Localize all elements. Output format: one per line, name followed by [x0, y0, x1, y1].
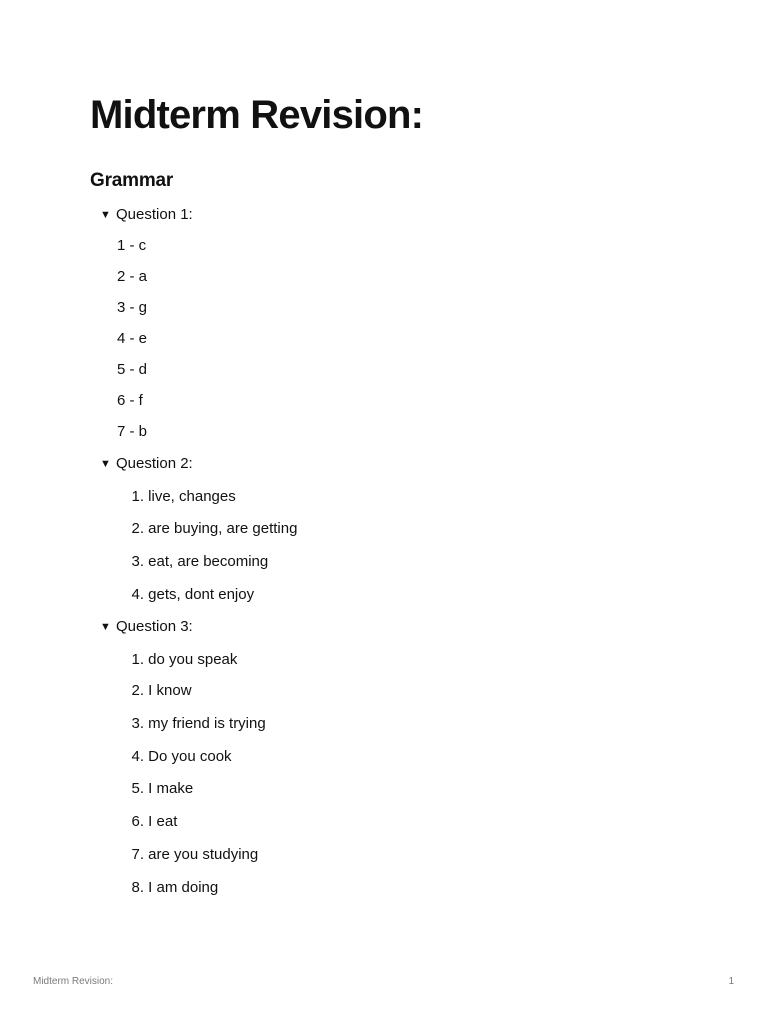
answer-line: 7 - b: [117, 423, 148, 440]
list-text: I know: [148, 682, 192, 699]
list-item: [117, 585, 254, 605]
toggle-label: Question 2:: [116, 455, 193, 472]
list-text: gets, dont enjoy: [148, 586, 255, 603]
answer-line: 3 - g: [117, 299, 148, 316]
answer-line: 6 - f: [117, 392, 143, 409]
list-text: I eat: [148, 813, 178, 830]
answer-line: 2 - a: [117, 268, 148, 285]
list-item: [117, 845, 258, 865]
list-item: [117, 487, 236, 507]
answer-line: 4 - e: [117, 330, 148, 347]
list-item: [117, 519, 297, 539]
list-text: live, changes: [148, 488, 236, 505]
list-text: I am doing: [148, 879, 219, 896]
toggle-question-2[interactable]: [100, 454, 193, 474]
toggle-label: Question 1:: [116, 206, 193, 223]
list-text: do you speak: [148, 651, 238, 668]
list-number: 6.: [131, 813, 144, 830]
list-item: [117, 650, 237, 670]
list-item: [117, 878, 218, 898]
list-item: [117, 747, 232, 767]
list-number: 5.: [131, 780, 144, 797]
triangle-down-icon[interactable]: ▼: [100, 621, 111, 633]
list-item: [117, 552, 268, 572]
list-text: are you studying: [148, 846, 259, 863]
list-number: 1.: [131, 651, 144, 668]
list-text: Do you cook: [148, 748, 232, 765]
section-heading-grammar: Grammar: [90, 170, 174, 191]
list-number: 2.: [131, 682, 144, 699]
list-number: 2.: [131, 520, 144, 537]
list-number: 3.: [131, 553, 144, 570]
list-number: 8.: [131, 879, 144, 896]
list-item: [117, 714, 266, 734]
footer-title: Midterm Revision:: [33, 976, 114, 987]
list-text: I make: [148, 780, 194, 797]
triangle-down-icon[interactable]: ▼: [100, 209, 111, 221]
list-text: eat, are becoming: [148, 553, 269, 570]
toggle-label: Question 3:: [116, 618, 193, 635]
answer-line: 5 - d: [117, 361, 148, 378]
triangle-down-icon[interactable]: ▼: [100, 458, 111, 470]
answer-line: 1 - c: [117, 237, 147, 254]
toggle-question-3[interactable]: [100, 617, 193, 637]
list-item: [117, 681, 192, 701]
page-number: 1: [728, 976, 734, 987]
page-title: Midterm Revision:: [90, 93, 424, 137]
list-number: 1.: [131, 488, 144, 505]
list-text: my friend is trying: [148, 715, 266, 732]
list-number: 3.: [131, 715, 144, 732]
toggle-question-1[interactable]: [100, 205, 193, 225]
list-number: 4.: [131, 586, 144, 603]
list-text: are buying, are getting: [148, 520, 298, 537]
list-number: 4.: [131, 748, 144, 765]
list-item: [117, 812, 177, 832]
list-item: [117, 779, 193, 799]
list-number: 7.: [131, 846, 144, 863]
